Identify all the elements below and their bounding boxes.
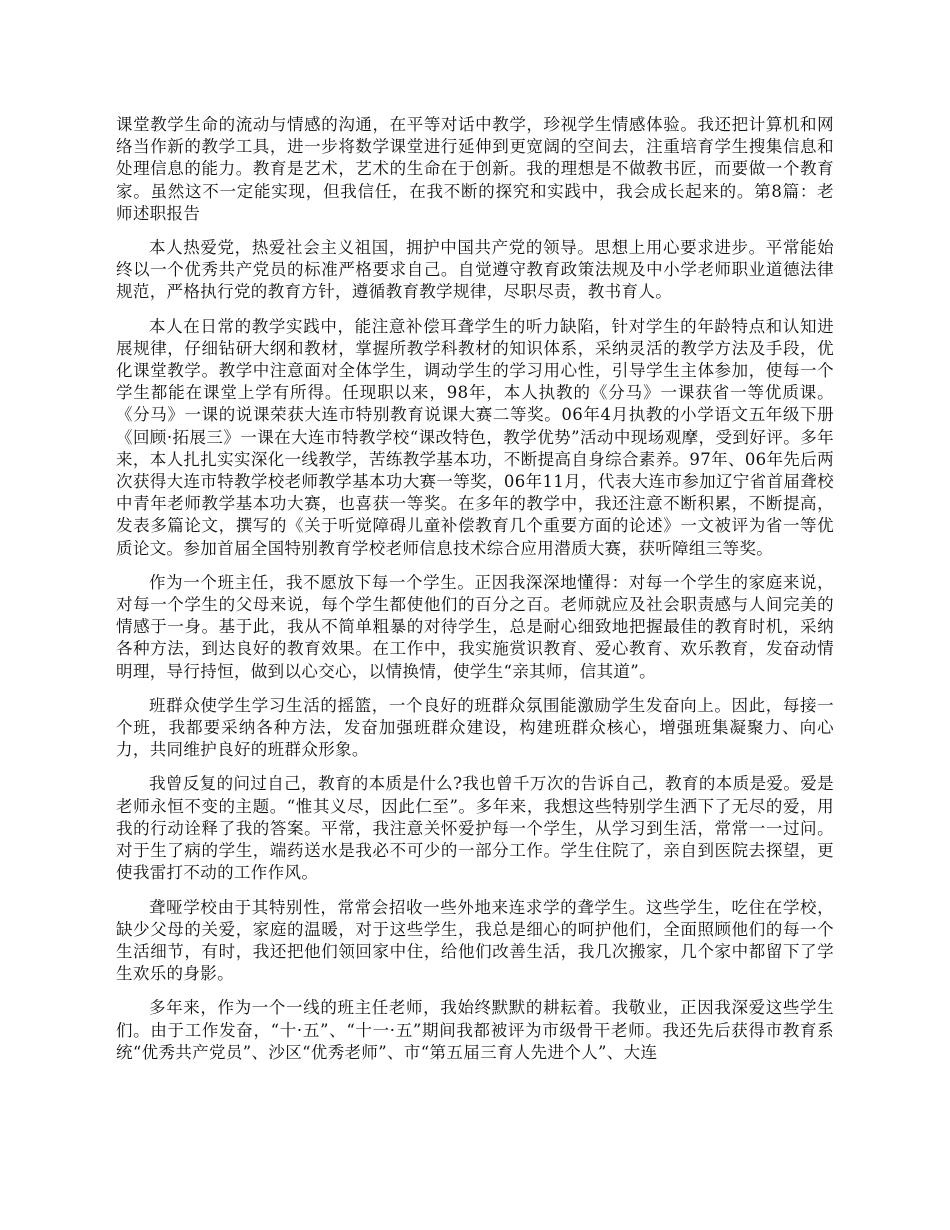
- paragraph-3: 本人在日常的教学实践中，能注意补偿耳聋学生的听力缺陷，针对学生的年龄特点和认知进展规律，仔细钻研大纲和教材，掌握所教学科教材的知识体系，采纳灵活的教学方法及手段，优化课堂教学。教学中注意面对全体学生，调动学生的学习用心性，引导学生主体参加，使每一个学生都能在课堂上学有所得。任现职以来，98年，本人执教的《分马》一课获省一等优质课。《分马》一课的说课荣获大连市特别教育说课大赛二等奖。06年4月执教的小学语文五年级下册《回顾·拓展三》一课在大连市特教学校“课改特色，教学优势”活动中现场观摩，受到好评。多年来，本人扎扎实实深化一线教学，苦练教学基本功，不断提高自身综合素养。97年、06年先后两次获得大连市特教学校老师教学基本功大赛一等奖，06年11月，代表大连市参加辽宁省首届聋校中青年老师教学基本功大赛，也喜获一等奖。在多年的教学中，我还注意不断积累，不断提高，发表多篇论文，撰写的《关于听觉障碍儿童补偿教育几个重要方面的论述》一文被评为省一等优质论文。参加首届全国特别教育学校老师信息技术综合应用潜质大赛，获听障组三等奖。: [116, 316, 834, 558]
- paragraph-6: 我曾反复的问过自己，教育的本质是什么?我也曾千万次的告诉自己，教育的本质是爱。爱是老师永恒不变的主题。“惟其义尽，因此仁至”。多年来，我想这些特别学生洒下了无尽的爱，用我的行动诠释了我的答案。平常，我注意关怀爱护每一个学生，从学习到生活，常常一一过问。对于生了病的学生，端药送水是我必不可少的一部分工作。学生住院了，亲自到医院去探望，更使我雷打不动的工作作风。: [116, 774, 834, 883]
- paragraph-8: 多年来，作为一个一线的班主任老师，我始终默默的耕耘着。我敬业，正因我深爱这些学生们。由于工作发奋，“十·五”、“十一·五”期间我都被评为市级骨干老师。我还先后获得市教育系统“优秀共产党员”、沙区“优秀老师”、市“第五届三育人先进个人”、大连: [116, 998, 834, 1062]
- paragraph-1: 课堂教学生命的流动与情感的沟通，在平等对话中教学，珍视学生情感体验。我还把计算机和网络当作新的教学工具，进一步将数学课堂进行延伸到更宽阔的空间去，注重培育学生搜集信息和处理信息的能力。教育是艺术，艺术的生命在于创新。我的理想是不做教书匠，而要做一个教育家。虽然这不一定能实现，但我信任，在我不断的探究和实践中，我会成长起来的。第8篇：老师述职报告: [116, 115, 834, 223]
- document-page: [116, 114, 834, 1076]
- paragraph-2: 本人热爱党，热爱社会主义祖国，拥护中国共产党的领导。思想上用心要求进步。平常能始终以一个优秀共产党员的标准严格要求自己。自觉遵守教育政策法规及中小学老师职业道德法律规范，严格执行党的教育方针，遵循教育教学规律，尽职尽责，教书育人。: [116, 238, 834, 302]
- paragraph-7: 聋哑学校由于其特别性，常常会招收一些外地来连求学的聋学生。这些学生，吃住在学校，缺少父母的关爱，家庭的温暖，对于这些学生，我总是细心的呵护他们，全面照顾他们的每一个生活细节，有时，我还把他们领回家中住，给他们改善生活，我几次搬家，几个家中都留下了学生欢乐的身影。: [116, 897, 834, 984]
- paragraph-5: 班群众使学生学习生活的摇篮，一个良好的班群众氛围能激励学生发奋向上。因此，每接一个班，我都要采纳各种方法，发奋加强班群众建设，构建班群众核心，增强班集凝聚力、向心力，共同维护良好的班群众形象。: [116, 695, 834, 760]
- paragraph-4: 作为一个班主任，我不愿放下每一个学生。正因我深深地懂得：对每一个学生的家庭来说，对每一个学生的父母来说，每个学生都使他们的百分之百。老师就应及社会职责感与人间完美的情感于一身。基于此，我从不简单粗暴的对待学生，总是耐心细致地把握最佳的教育时机，采纳各种方法，到达良好的教育效果。在工作中，我实施赏识教育、爱心教育、欢乐教育，发奋动情明理，导行持恒，做到以心交心，以情换情，使学生“亲其师，信其道”。: [116, 572, 834, 681]
